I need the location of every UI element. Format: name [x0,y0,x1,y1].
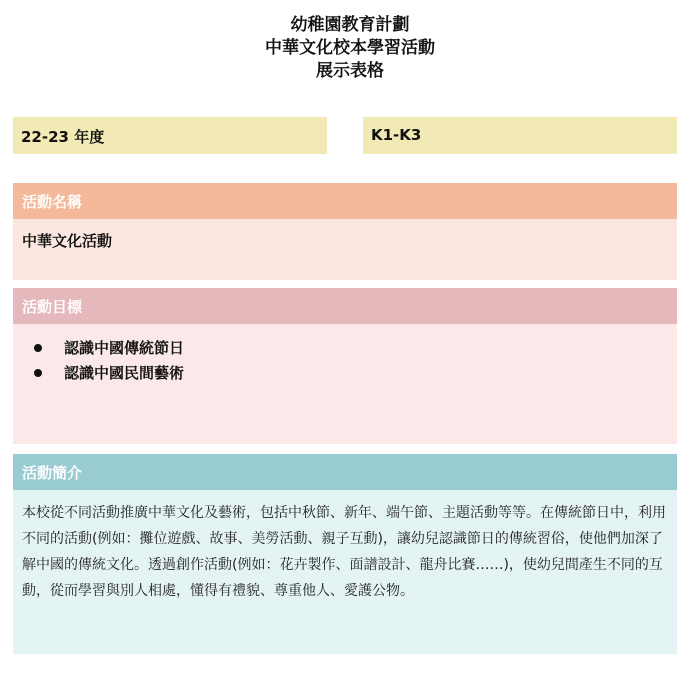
goal-list [22,335,668,385]
title-line-1: 幼稚園教育計劃 [290,15,410,35]
title-line-2: 中華文化校本學習活動 [265,38,435,58]
bullet-icon [34,369,42,377]
goal-item [22,335,668,360]
goal-text: 認識中國民間藝術 [64,364,185,382]
goal-text: 認識中國傳統節日 [64,339,185,357]
school-year-box [13,117,327,154]
activity-intro-header: 活動簡介 [13,454,677,490]
grade-level-label: K1-K3 [371,126,422,144]
activity-name-header: 活動名稱 [13,183,677,219]
activity-intro-body [13,490,677,654]
activity-intro-text: 本校從不同活動推廣中華文化及藝術，包括中秋節、新年、端午節、主題活動等等。在傳統節日中，利用不同的活動(例如：攤位遊戲、故事、美勞活動、親子互動)，讓幼兒認識節日的傳統習俗，使他們加深了解中國的傳統文化。透過創作活動(例如：花卉製作、面譜設計、龍舟比賽……)，使幼兒間產生不同的互動，從而學習與別人相處，懂得有禮貌、尊重他人、愛護公物。 [22,505,666,599]
activity-goals-section [13,288,677,444]
activity-intro-section [13,454,677,654]
document-title [0,14,700,83]
activity-goals-body [13,324,677,444]
title-line-3: 展示表格 [316,61,384,81]
activity-name-value: 中華文化活動 [22,232,113,250]
activity-name-body [13,219,677,280]
goal-item [22,360,668,385]
bullet-icon [34,344,42,352]
school-year-label: 22-23 年度 [21,128,105,146]
grade-level-box [363,117,677,154]
activity-goals-header: 活動目標 [13,288,677,324]
activity-name-section [13,183,677,280]
